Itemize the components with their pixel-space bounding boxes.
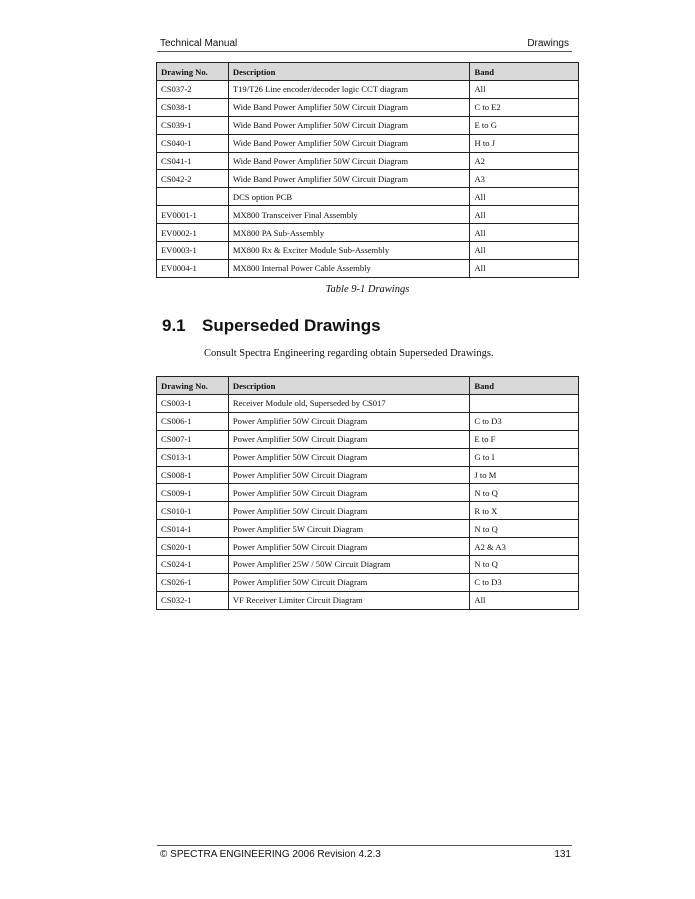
cell-band: C to D3 bbox=[470, 412, 579, 430]
table-row bbox=[157, 502, 579, 520]
column-header-drawing-no: Drawing No. bbox=[157, 377, 229, 395]
cell-description: MX800 Rx & Exciter Module Sub-Assembly bbox=[228, 242, 470, 260]
footer-rule bbox=[157, 845, 572, 846]
cell-drawing-no: CS041-1 bbox=[157, 152, 229, 170]
table-row bbox=[157, 206, 579, 224]
cell-band: E to F bbox=[470, 430, 579, 448]
cell-drawing-no: CS006-1 bbox=[157, 412, 229, 430]
cell-band: A2 & A3 bbox=[470, 538, 579, 556]
header-section-title: Drawings bbox=[527, 38, 569, 49]
table-row bbox=[157, 591, 579, 609]
cell-drawing-no: CS040-1 bbox=[157, 134, 229, 152]
cell-band: A2 bbox=[470, 152, 579, 170]
cell-drawing-no: EV0003-1 bbox=[157, 242, 229, 260]
cell-drawing-no: CS003-1 bbox=[157, 395, 229, 413]
section-heading bbox=[162, 316, 381, 336]
cell-band: All bbox=[470, 224, 579, 242]
table-row bbox=[157, 466, 579, 484]
cell-drawing-no: EV0001-1 bbox=[157, 206, 229, 224]
cell-band: G to I bbox=[470, 448, 579, 466]
table-row bbox=[157, 134, 579, 152]
table-row bbox=[157, 430, 579, 448]
page-footer bbox=[160, 849, 571, 863]
cell-band: J to M bbox=[470, 466, 579, 484]
cell-drawing-no: CS014-1 bbox=[157, 520, 229, 538]
cell-drawing-no: CS007-1 bbox=[157, 430, 229, 448]
cell-band: All bbox=[470, 188, 579, 206]
cell-drawing-no: CS009-1 bbox=[157, 484, 229, 502]
cell-drawing-no: EV0002-1 bbox=[157, 224, 229, 242]
cell-description: T19/T26 Line encoder/decoder logic CCT diagram bbox=[228, 81, 470, 99]
cell-drawing-no: CS039-1 bbox=[157, 116, 229, 134]
footer-copyright: © SPECTRA ENGINEERING 2006 Revision 4.2.3 bbox=[160, 849, 381, 860]
cell-drawing-no: CS008-1 bbox=[157, 466, 229, 484]
table-row bbox=[157, 98, 579, 116]
cell-description: Wide Band Power Amplifier 50W Circuit Diagram bbox=[228, 98, 470, 116]
page-number: 131 bbox=[554, 849, 571, 860]
cell-description: Power Amplifier 25W / 50W Circuit Diagram bbox=[228, 556, 470, 574]
table-row bbox=[157, 152, 579, 170]
cell-drawing-no: CS042-2 bbox=[157, 170, 229, 188]
column-header-band: Band bbox=[470, 377, 579, 395]
cell-band: R to X bbox=[470, 502, 579, 520]
page-header bbox=[160, 38, 569, 52]
cell-description: Power Amplifier 50W Circuit Diagram bbox=[228, 466, 470, 484]
column-header-description: Description bbox=[228, 377, 470, 395]
superseded-drawings-table bbox=[156, 376, 579, 610]
cell-drawing-no bbox=[157, 188, 229, 206]
table-row bbox=[157, 81, 579, 99]
table-row bbox=[157, 538, 579, 556]
header-manual-title: Technical Manual bbox=[160, 38, 238, 49]
header-rule bbox=[157, 51, 572, 52]
cell-band: C to E2 bbox=[470, 98, 579, 116]
cell-drawing-no: CS032-1 bbox=[157, 591, 229, 609]
cell-description: Power Amplifier 5W Circuit Diagram bbox=[228, 520, 470, 538]
table-row bbox=[157, 170, 579, 188]
cell-description: MX800 PA Sub-Assembly bbox=[228, 224, 470, 242]
cell-description: Wide Band Power Amplifier 50W Circuit Diagram bbox=[228, 170, 470, 188]
cell-description: Power Amplifier 50W Circuit Diagram bbox=[228, 502, 470, 520]
cell-band: E to G bbox=[470, 116, 579, 134]
cell-band: C to D3 bbox=[470, 573, 579, 591]
section-title: Superseded Drawings bbox=[202, 316, 381, 335]
drawings-table bbox=[156, 62, 579, 278]
column-header-description: Description bbox=[228, 63, 470, 81]
table-row bbox=[157, 242, 579, 260]
table-row bbox=[157, 259, 579, 277]
cell-band: A3 bbox=[470, 170, 579, 188]
column-header-drawing-no: Drawing No. bbox=[157, 63, 229, 81]
cell-description: MX800 Internal Power Cable Assembly bbox=[228, 259, 470, 277]
superseded-drawings-table-body bbox=[157, 395, 579, 610]
cell-band: H to J bbox=[470, 134, 579, 152]
table-row bbox=[157, 448, 579, 466]
table-row bbox=[157, 395, 579, 413]
cell-description: Power Amplifier 50W Circuit Diagram bbox=[228, 448, 470, 466]
cell-description: MX800 Transceiver Final Assembly bbox=[228, 206, 470, 224]
section-intro-text: Consult Spectra Engineering regarding obtain Superseded Drawings. bbox=[204, 348, 494, 359]
section-number: 9.1 bbox=[162, 316, 186, 335]
cell-description: Wide Band Power Amplifier 50W Circuit Diagram bbox=[228, 116, 470, 134]
table-row bbox=[157, 412, 579, 430]
cell-band: N to Q bbox=[470, 556, 579, 574]
cell-drawing-no: CS026-1 bbox=[157, 573, 229, 591]
cell-band: All bbox=[470, 242, 579, 260]
table-caption: Table 9-1 Drawings bbox=[325, 284, 410, 295]
column-header-band: Band bbox=[470, 63, 579, 81]
table-header-row bbox=[157, 63, 579, 81]
cell-drawing-no: CS010-1 bbox=[157, 502, 229, 520]
cell-description: Wide Band Power Amplifier 50W Circuit Diagram bbox=[228, 152, 470, 170]
cell-band: All bbox=[470, 206, 579, 224]
table-row bbox=[157, 573, 579, 591]
cell-drawing-no: CS020-1 bbox=[157, 538, 229, 556]
cell-band bbox=[470, 395, 579, 413]
cell-description: DCS option PCB bbox=[228, 188, 470, 206]
cell-description: Wide Band Power Amplifier 50W Circuit Diagram bbox=[228, 134, 470, 152]
cell-band: All bbox=[470, 259, 579, 277]
cell-band: All bbox=[470, 81, 579, 99]
cell-description: Receiver Module old, Superseded by CS017 bbox=[228, 395, 470, 413]
cell-band: N to Q bbox=[470, 520, 579, 538]
cell-description: Power Amplifier 50W Circuit Diagram bbox=[228, 538, 470, 556]
cell-description: Power Amplifier 50W Circuit Diagram bbox=[228, 430, 470, 448]
drawings-table-body bbox=[157, 81, 579, 278]
table-row bbox=[157, 556, 579, 574]
table-row bbox=[157, 484, 579, 502]
cell-drawing-no: CS013-1 bbox=[157, 448, 229, 466]
table-row bbox=[157, 188, 579, 206]
cell-description: Power Amplifier 50W Circuit Diagram bbox=[228, 573, 470, 591]
cell-band: All bbox=[470, 591, 579, 609]
table-row bbox=[157, 520, 579, 538]
table-header-row bbox=[157, 377, 579, 395]
cell-description: VF Receiver Limiter Circuit Diagram bbox=[228, 591, 470, 609]
cell-drawing-no: EV0004-1 bbox=[157, 259, 229, 277]
table-row bbox=[157, 116, 579, 134]
cell-description: Power Amplifier 50W Circuit Diagram bbox=[228, 412, 470, 430]
table-row bbox=[157, 224, 579, 242]
cell-drawing-no: CS024-1 bbox=[157, 556, 229, 574]
cell-band: N to Q bbox=[470, 484, 579, 502]
cell-description: Power Amplifier 50W Circuit Diagram bbox=[228, 484, 470, 502]
cell-drawing-no: CS038-1 bbox=[157, 98, 229, 116]
cell-drawing-no: CS037-2 bbox=[157, 81, 229, 99]
